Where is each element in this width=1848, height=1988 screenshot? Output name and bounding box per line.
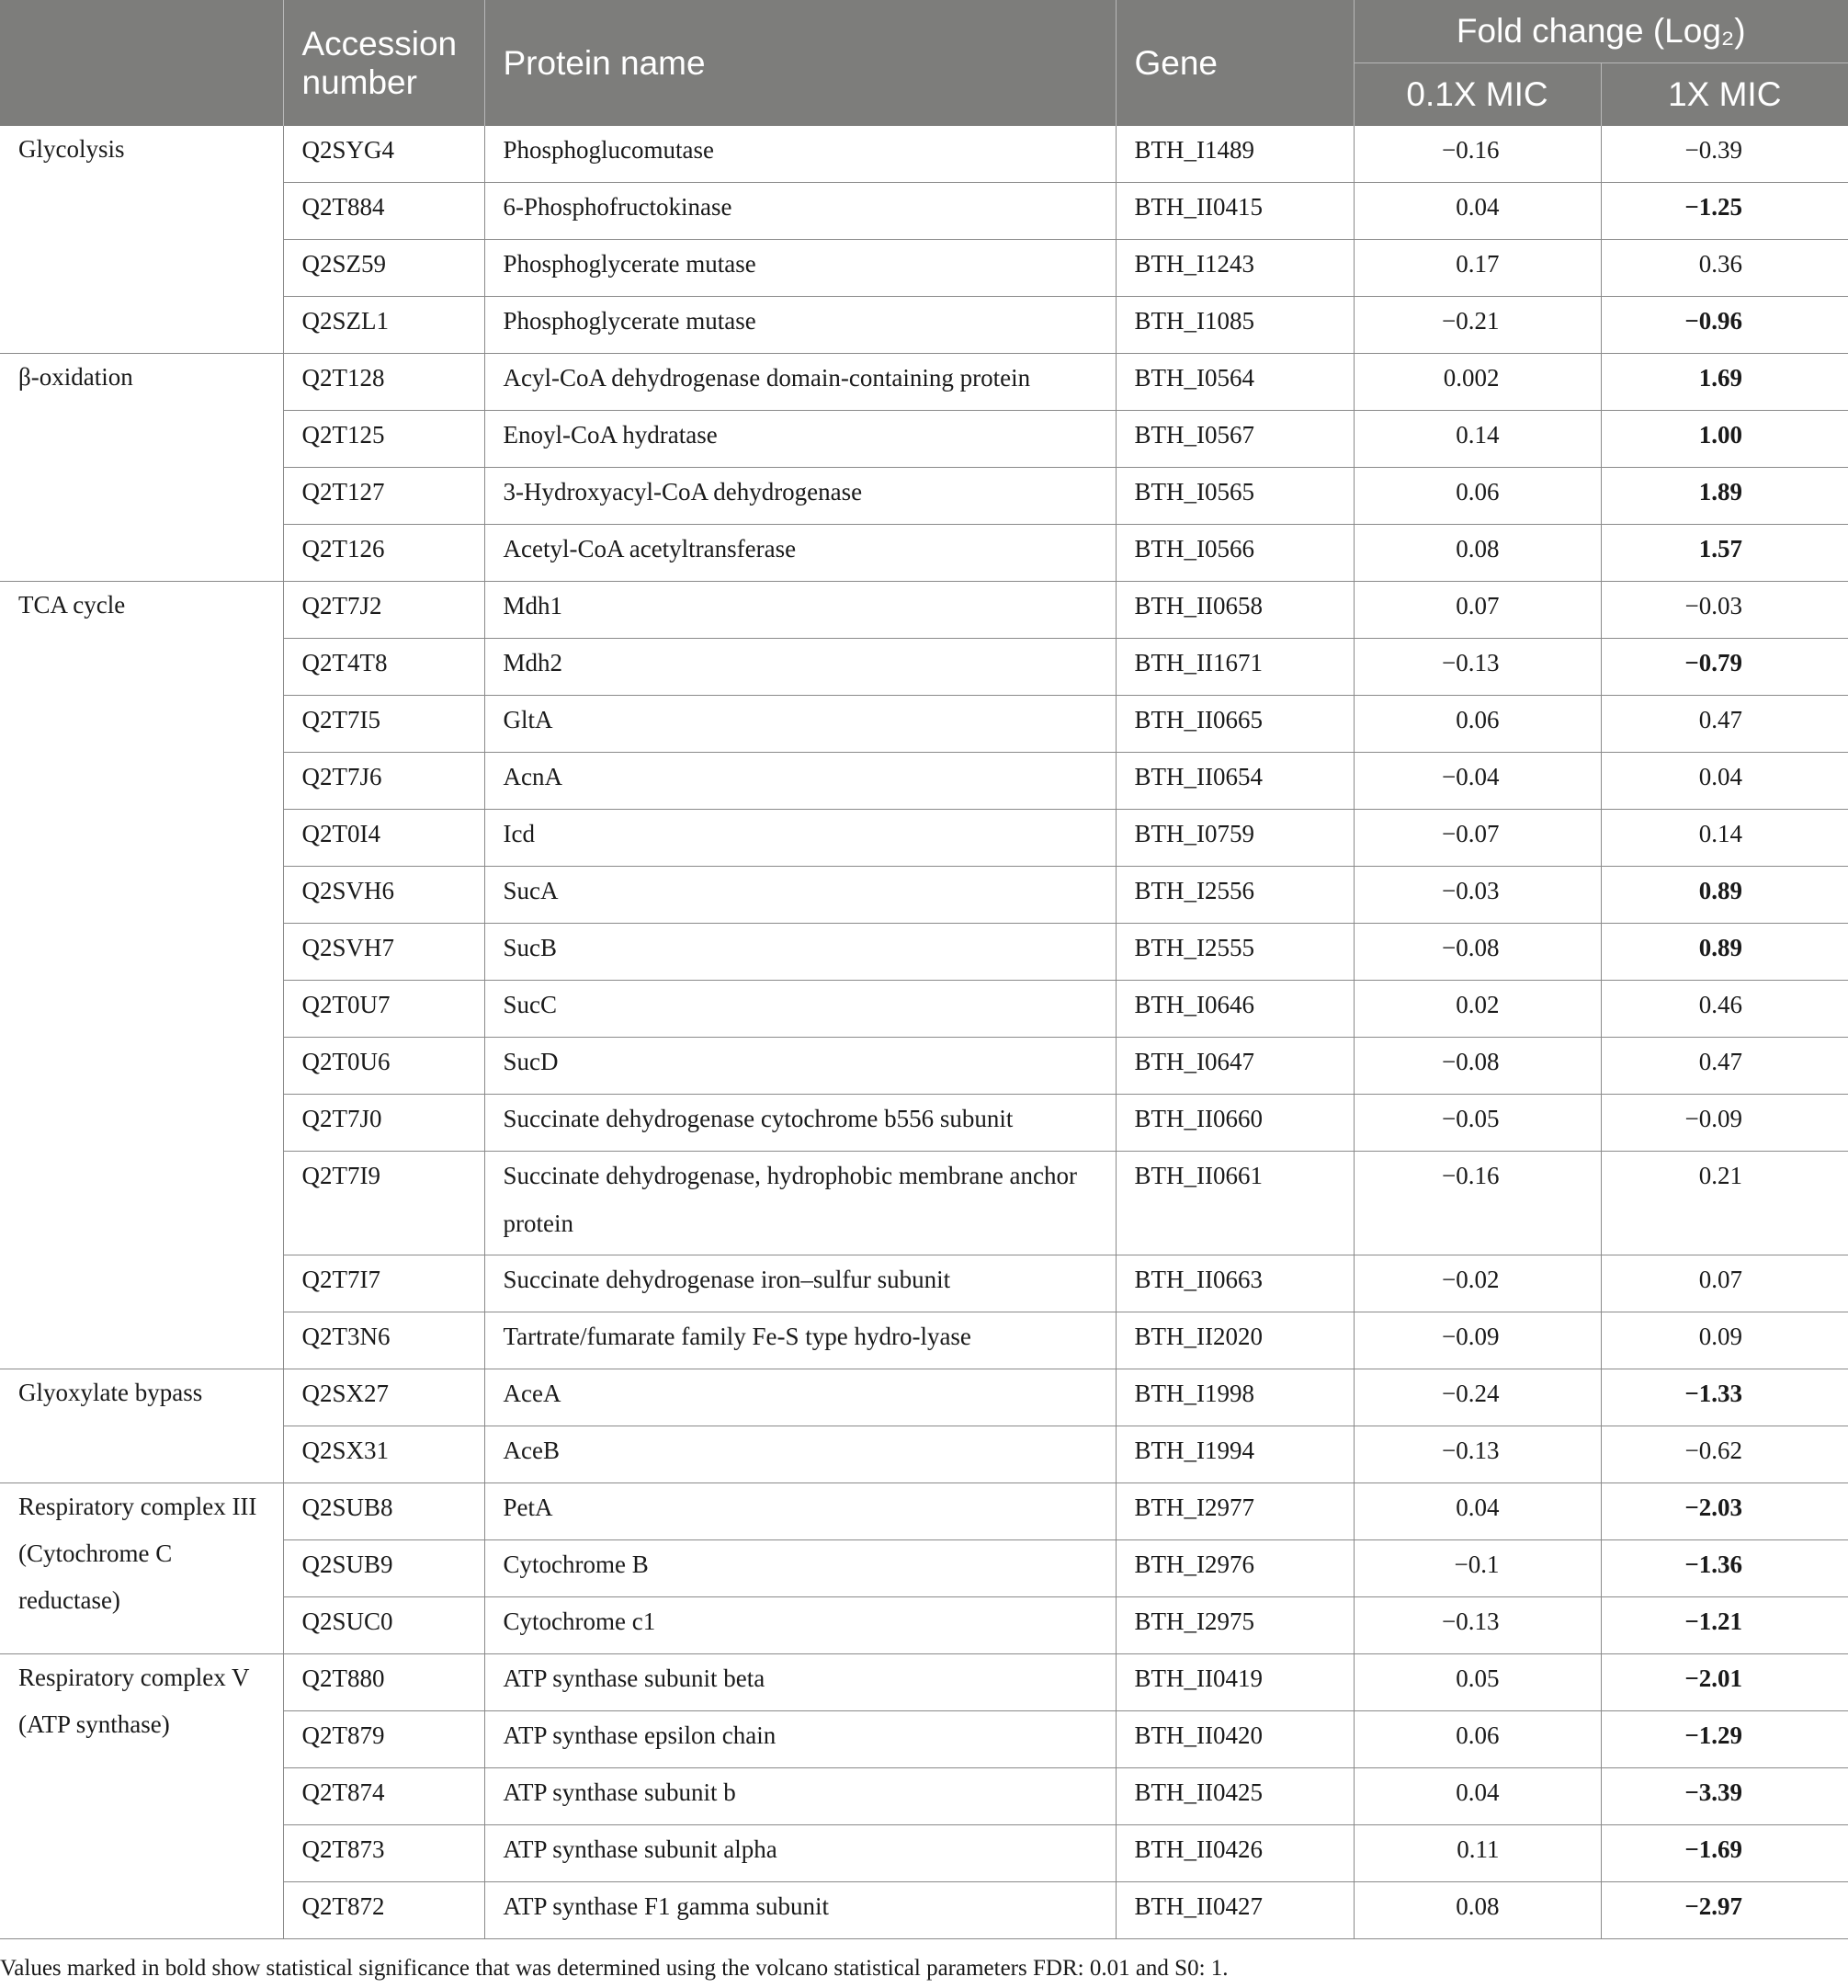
fold-change-0-1x-cell: −0.08: [1354, 1038, 1601, 1095]
gene-cell: BTH_I0646: [1116, 981, 1354, 1038]
gene-cell: BTH_I1085: [1116, 297, 1354, 354]
gene-cell: BTH_I1489: [1116, 126, 1354, 183]
gene-cell: BTH_II0420: [1116, 1711, 1354, 1768]
protein-name-cell: Icd: [484, 810, 1116, 867]
accession-number-cell: Q2SVH6: [283, 867, 484, 924]
fold-change-0-1x-cell: 0.07: [1354, 582, 1601, 639]
protein-name-cell: 6-Phosphofructokinase: [484, 183, 1116, 240]
protein-name-cell: ATP synthase F1 gamma subunit: [484, 1882, 1116, 1939]
accession-number-cell: Q2T872: [283, 1882, 484, 1939]
fold-change-1x-cell: 1.57: [1601, 525, 1848, 582]
fold-change-0-1x-cell: −0.09: [1354, 1312, 1601, 1369]
fold-change-0-1x-cell: 0.04: [1354, 1768, 1601, 1825]
fold-change-1x-cell: −2.01: [1601, 1654, 1848, 1711]
accession-number-cell: Q2SX31: [283, 1426, 484, 1483]
protein-name-cell: Mdh2: [484, 639, 1116, 696]
protein-name-cell: SucB: [484, 924, 1116, 981]
protein-name-cell: SucD: [484, 1038, 1116, 1095]
gene-cell: BTH_I2976: [1116, 1540, 1354, 1597]
accession-number-cell: Q2T873: [283, 1825, 484, 1882]
accession-number-cell: Q2T880: [283, 1654, 484, 1711]
accession-number-cell: Q2T125: [283, 411, 484, 468]
fold-change-1x-cell: 0.47: [1601, 1038, 1848, 1095]
fold-change-1x-cell: 1.00: [1601, 411, 1848, 468]
fold-change-0-1x-cell: 0.002: [1354, 354, 1601, 411]
gene-cell: BTH_I0566: [1116, 525, 1354, 582]
fold-change-0-1x-cell: 0.11: [1354, 1825, 1601, 1882]
accession-number-cell: Q2T7I7: [283, 1255, 484, 1312]
accession-number-cell: Q2T3N6: [283, 1312, 484, 1369]
gene-cell: BTH_I2975: [1116, 1597, 1354, 1654]
protein-name-cell: PetA: [484, 1483, 1116, 1540]
gene-cell: BTH_II0661: [1116, 1152, 1354, 1255]
gene-cell: BTH_I2977: [1116, 1483, 1354, 1540]
accession-number-cell: Q2T0I4: [283, 810, 484, 867]
fold-change-0-1x-cell: −0.24: [1354, 1369, 1601, 1426]
fold-change-1x-cell: −0.09: [1601, 1095, 1848, 1152]
fold-change-1x-cell: −1.29: [1601, 1711, 1848, 1768]
protein-name-cell: AceA: [484, 1369, 1116, 1426]
category-label: TCA cycle: [0, 582, 283, 1369]
header-0-1x-mic: 0.1X MIC: [1354, 63, 1601, 127]
protein-name-cell: Tartrate/fumarate family Fe-S type hydro-lyase: [484, 1312, 1116, 1369]
fold-change-0-1x-cell: 0.02: [1354, 981, 1601, 1038]
table-row: [0, 582, 1848, 639]
accession-number-cell: Q2T7J2: [283, 582, 484, 639]
gene-cell: BTH_II0663: [1116, 1255, 1354, 1312]
fold-change-1x-cell: −3.39: [1601, 1768, 1848, 1825]
fold-change-1x-cell: 1.89: [1601, 468, 1848, 525]
gene-cell: BTH_II0419: [1116, 1654, 1354, 1711]
fold-change-0-1x-cell: −0.04: [1354, 753, 1601, 810]
header-protein-name: Protein name: [484, 0, 1116, 126]
fold-change-1x-cell: 1.69: [1601, 354, 1848, 411]
gene-cell: BTH_I0565: [1116, 468, 1354, 525]
table-footnote: Values marked in bold show statistical significance that was determined using the volcano statistical parameters FDR: 0.01 and S0: 1.: [0, 1956, 1229, 1981]
table-row: [0, 1369, 1848, 1426]
protein-name-cell: ATP synthase subunit b: [484, 1768, 1116, 1825]
fold-change-1x-cell: 0.89: [1601, 924, 1848, 981]
fold-change-0-1x-cell: 0.17: [1354, 240, 1601, 297]
accession-number-cell: Q2T0U6: [283, 1038, 484, 1095]
fold-change-1x-cell: 0.04: [1601, 753, 1848, 810]
accession-number-cell: Q2SZ59: [283, 240, 484, 297]
protein-name-cell: Cytochrome c1: [484, 1597, 1116, 1654]
accession-number-cell: Q2SYG4: [283, 126, 484, 183]
fold-change-0-1x-cell: 0.05: [1354, 1654, 1601, 1711]
protein-name-cell: ATP synthase subunit alpha: [484, 1825, 1116, 1882]
category-label: Glyoxylate bypass: [0, 1369, 283, 1483]
table-body: [0, 126, 1848, 1939]
fold-change-1x-cell: 0.07: [1601, 1255, 1848, 1312]
accession-number-cell: Q2T884: [283, 183, 484, 240]
protein-name-cell: Mdh1: [484, 582, 1116, 639]
gene-cell: BTH_II0425: [1116, 1768, 1354, 1825]
gene-cell: BTH_I0567: [1116, 411, 1354, 468]
fold-change-1x-cell: 0.47: [1601, 696, 1848, 753]
table-row: [0, 126, 1848, 183]
fold-change-1x-cell: −1.21: [1601, 1597, 1848, 1654]
fold-change-0-1x-cell: 0.04: [1354, 1483, 1601, 1540]
fold-change-1x-cell: −0.39: [1601, 126, 1848, 183]
fold-change-1x-cell: −1.33: [1601, 1369, 1848, 1426]
protein-name-cell: Succinate dehydrogenase cytochrome b556 subunit: [484, 1095, 1116, 1152]
protein-name-cell: AcnA: [484, 753, 1116, 810]
gene-cell: BTH_II0426: [1116, 1825, 1354, 1882]
fold-change-0-1x-cell: −0.13: [1354, 639, 1601, 696]
protein-name-cell: Phosphoglucomutase: [484, 126, 1116, 183]
fold-change-0-1x-cell: −0.16: [1354, 126, 1601, 183]
fold-change-1x-cell: −0.03: [1601, 582, 1848, 639]
fold-change-1x-cell: 0.09: [1601, 1312, 1848, 1369]
protein-name-cell: ATP synthase subunit beta: [484, 1654, 1116, 1711]
fold-change-0-1x-cell: −0.03: [1354, 867, 1601, 924]
accession-number-cell: Q2T879: [283, 1711, 484, 1768]
fold-change-0-1x-cell: −0.16: [1354, 1152, 1601, 1255]
fold-change-0-1x-cell: 0.06: [1354, 468, 1601, 525]
gene-cell: BTH_I1994: [1116, 1426, 1354, 1483]
protein-name-cell: SucA: [484, 867, 1116, 924]
accession-number-cell: Q2SUC0: [283, 1597, 484, 1654]
gene-cell: BTH_I2555: [1116, 924, 1354, 981]
accession-number-cell: Q2T127: [283, 468, 484, 525]
fold-change-1x-cell: −1.25: [1601, 183, 1848, 240]
fold-change-1x-cell: −1.36: [1601, 1540, 1848, 1597]
accession-number-cell: Q2T7J6: [283, 753, 484, 810]
accession-number-cell: Q2SZL1: [283, 297, 484, 354]
accession-number-cell: Q2T128: [283, 354, 484, 411]
protein-name-cell: Phosphoglycerate mutase: [484, 240, 1116, 297]
header-fold-change: Fold change (Log₂): [1354, 0, 1848, 63]
accession-number-cell: Q2SUB8: [283, 1483, 484, 1540]
category-label: Respiratory complex V (ATP synthase): [0, 1654, 283, 1939]
protein-name-cell: Phosphoglycerate mutase: [484, 297, 1116, 354]
fold-change-1x-cell: 0.89: [1601, 867, 1848, 924]
table-row: [0, 1654, 1848, 1711]
accession-number-cell: Q2SVH7: [283, 924, 484, 981]
protein-name-cell: Succinate dehydrogenase iron–sulfur subunit: [484, 1255, 1116, 1312]
table-header: [0, 0, 1848, 126]
table-row: [0, 1483, 1848, 1540]
fold-change-1x-cell: −0.79: [1601, 639, 1848, 696]
gene-cell: BTH_I0647: [1116, 1038, 1354, 1095]
protein-name-cell: AceB: [484, 1426, 1116, 1483]
gene-cell: BTH_II0654: [1116, 753, 1354, 810]
fold-change-1x-cell: −0.96: [1601, 297, 1848, 354]
fold-change-0-1x-cell: 0.06: [1354, 1711, 1601, 1768]
accession-number-cell: Q2T874: [283, 1768, 484, 1825]
protein-name-cell: SucC: [484, 981, 1116, 1038]
fold-change-1x-cell: 0.36: [1601, 240, 1848, 297]
fold-change-0-1x-cell: 0.14: [1354, 411, 1601, 468]
gene-cell: BTH_I0759: [1116, 810, 1354, 867]
protein-name-cell: Acetyl-CoA acetyltransferase: [484, 525, 1116, 582]
fold-change-0-1x-cell: −0.08: [1354, 924, 1601, 981]
fold-change-0-1x-cell: 0.06: [1354, 696, 1601, 753]
category-label: β-oxidation: [0, 354, 283, 582]
gene-cell: BTH_I1998: [1116, 1369, 1354, 1426]
table-row: [0, 354, 1848, 411]
gene-cell: BTH_II0665: [1116, 696, 1354, 753]
accession-number-cell: Q2SX27: [283, 1369, 484, 1426]
fold-change-1x-cell: 0.21: [1601, 1152, 1848, 1255]
accession-number-cell: Q2T7I9: [283, 1152, 484, 1255]
gene-cell: BTH_II0415: [1116, 183, 1354, 240]
protein-name-cell: GltA: [484, 696, 1116, 753]
fold-change-0-1x-cell: −0.05: [1354, 1095, 1601, 1152]
accession-number-cell: Q2T7J0: [283, 1095, 484, 1152]
protein-name-cell: 3-Hydroxyacyl-CoA dehydrogenase: [484, 468, 1116, 525]
gene-cell: BTH_I2556: [1116, 867, 1354, 924]
header-accession-number: Accession number: [283, 0, 484, 126]
fold-change-0-1x-cell: −0.21: [1354, 297, 1601, 354]
gene-cell: BTH_I0564: [1116, 354, 1354, 411]
gene-cell: BTH_I1243: [1116, 240, 1354, 297]
accession-number-cell: Q2T126: [283, 525, 484, 582]
accession-number-cell: Q2T7I5: [283, 696, 484, 753]
protein-name-cell: Acyl-CoA dehydrogenase domain-containing protein: [484, 354, 1116, 411]
protein-name-cell: Succinate dehydrogenase, hydrophobic membrane anchor protein: [484, 1152, 1116, 1255]
fold-change-0-1x-cell: 0.04: [1354, 183, 1601, 240]
fold-change-1x-cell: 0.46: [1601, 981, 1848, 1038]
category-label: Glycolysis: [0, 126, 283, 354]
gene-cell: BTH_II1671: [1116, 639, 1354, 696]
fold-change-0-1x-cell: −0.07: [1354, 810, 1601, 867]
gene-cell: BTH_II0660: [1116, 1095, 1354, 1152]
fold-change-1x-cell: −2.97: [1601, 1882, 1848, 1939]
fold-change-0-1x-cell: −0.13: [1354, 1597, 1601, 1654]
header-category: [0, 0, 283, 126]
fold-change-1x-cell: −1.69: [1601, 1825, 1848, 1882]
accession-number-cell: Q2T0U7: [283, 981, 484, 1038]
accession-number-cell: Q2T4T8: [283, 639, 484, 696]
gene-cell: BTH_II0658: [1116, 582, 1354, 639]
header-gene: Gene: [1116, 0, 1354, 126]
fold-change-0-1x-cell: 0.08: [1354, 1882, 1601, 1939]
protein-name-cell: Cytochrome B: [484, 1540, 1116, 1597]
fold-change-1x-cell: −0.62: [1601, 1426, 1848, 1483]
gene-cell: BTH_II2020: [1116, 1312, 1354, 1369]
fold-change-1x-cell: 0.14: [1601, 810, 1848, 867]
fold-change-0-1x-cell: −0.1: [1354, 1540, 1601, 1597]
fold-change-0-1x-cell: −0.13: [1354, 1426, 1601, 1483]
category-label: Respiratory complex III (Cytochrome C reductase): [0, 1483, 283, 1654]
fold-change-0-1x-cell: −0.02: [1354, 1255, 1601, 1312]
fold-change-0-1x-cell: 0.08: [1354, 525, 1601, 582]
protein-name-cell: ATP synthase epsilon chain: [484, 1711, 1116, 1768]
header-1x-mic: 1X MIC: [1601, 63, 1848, 127]
accession-number-cell: Q2SUB9: [283, 1540, 484, 1597]
protein-name-cell: Enoyl-CoA hydratase: [484, 411, 1116, 468]
gene-cell: BTH_II0427: [1116, 1882, 1354, 1939]
fold-change-1x-cell: −2.03: [1601, 1483, 1848, 1540]
